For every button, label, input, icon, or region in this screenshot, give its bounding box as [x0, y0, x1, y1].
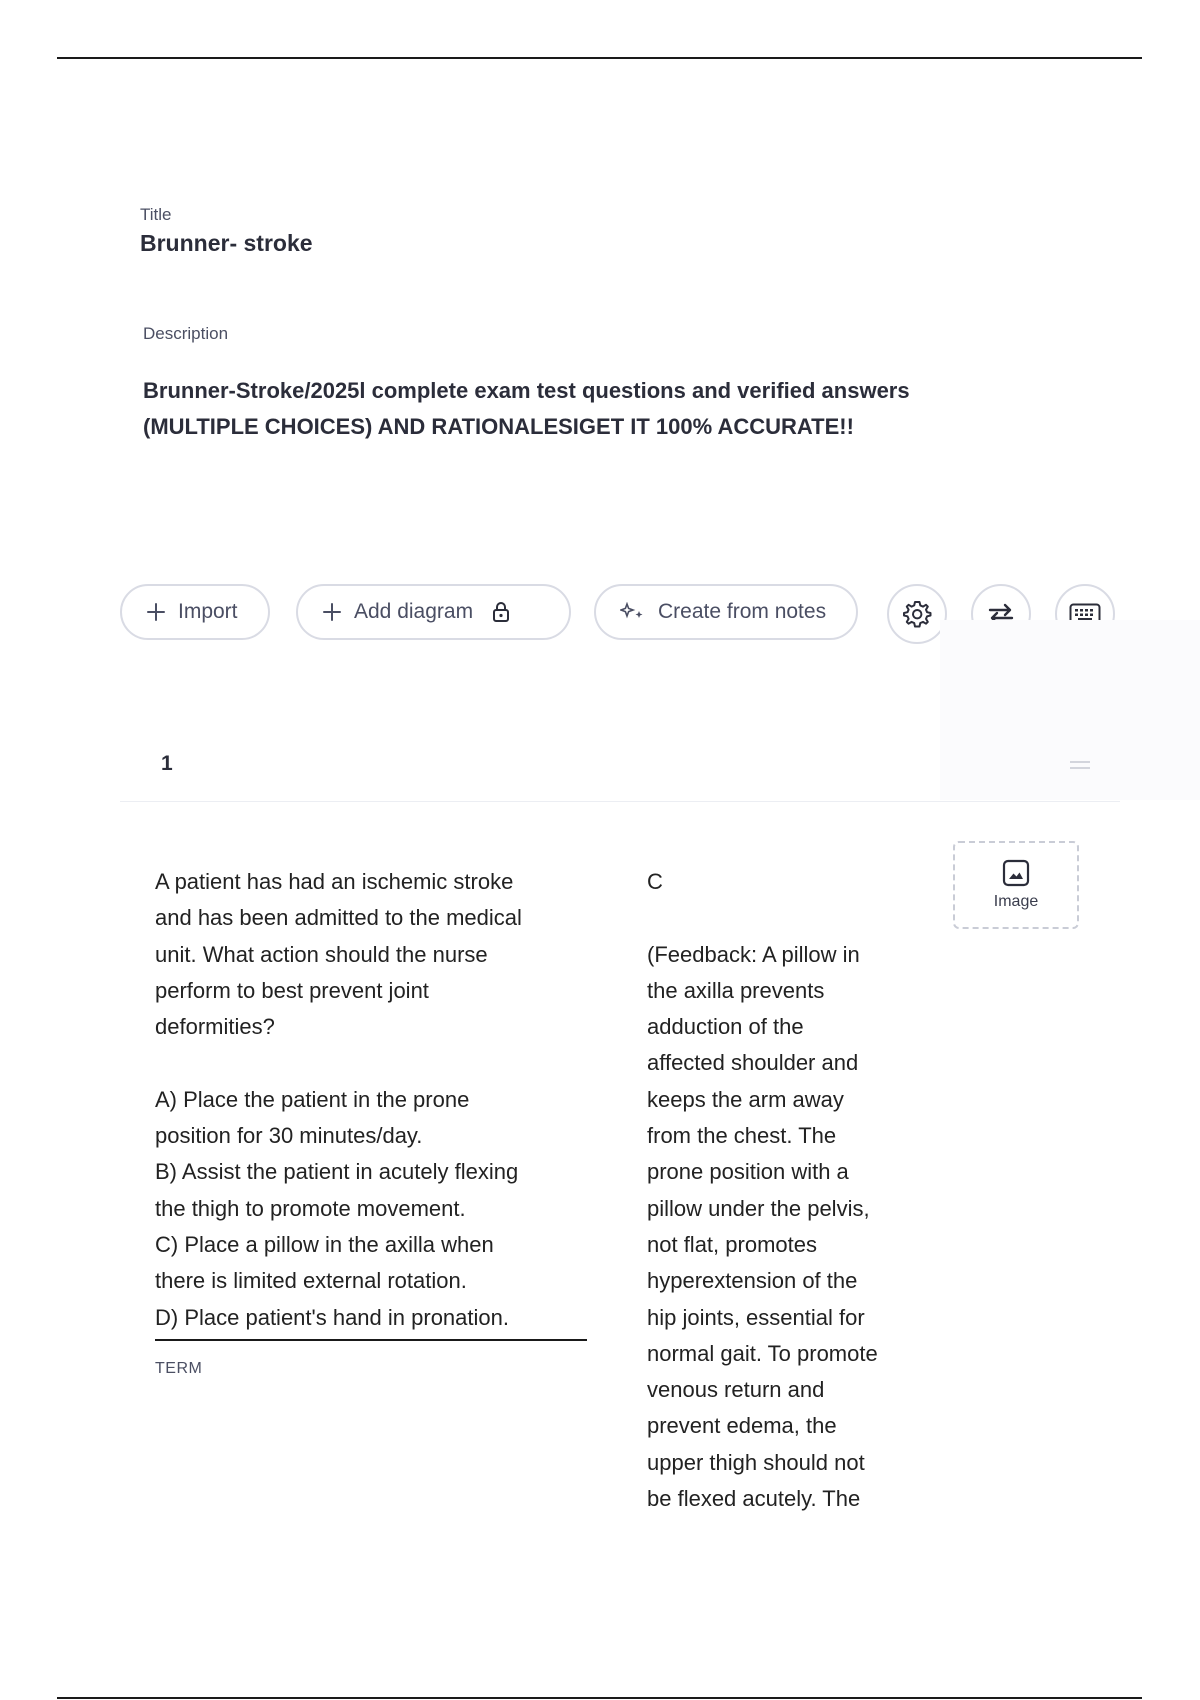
drag-handle[interactable] [1069, 759, 1091, 771]
term-label: TERM [155, 1360, 203, 1377]
definition-input[interactable]: C (Feedback: A pillow in the axilla prevents adduction of the affected shoulder and keeps the arm away from the chest. The prone position with a pillow under the pelvis, not flat, promotes hyperextension of the hip joints, essential for normal gait. To promote venous return and prevent edema, the upper thigh should not be flexed acutely. The [647, 869, 878, 1512]
description-input[interactable]: Brunner-Stroke/2025l complete exam test questions and verified answers (MULTIPLE CHOICES) AND RATIONALESIGET IT 100% ACCURATE!! [143, 378, 910, 439]
create-from-notes-button[interactable] [594, 584, 858, 640]
top-divider [57, 57, 1142, 59]
gear-icon [902, 599, 932, 629]
term-input[interactable]: A patient has had an ischemic stroke and has been admitted to the medical unit. What action should the nurse perform to best prevent joint deformities? A) Place the patient in the prone position for 30 minutes/day. B) Assist the patient in acutely flexing the thigh to promote movement. C) Place a pillow in the axilla when there is limited external rotation. D) Place patient's hand in pronation. [155, 869, 522, 1330]
term-underline [155, 1339, 587, 1341]
add-diagram-label: Add diagram [354, 600, 474, 623]
add-image-button[interactable] [953, 841, 1079, 929]
card-number: 1 [161, 752, 173, 775]
description-label: Description [143, 324, 229, 343]
card-side-panel [940, 620, 1200, 800]
plus-icon [322, 602, 342, 622]
import-button[interactable] [120, 584, 270, 640]
add-diagram-button[interactable] [296, 584, 571, 640]
title-input[interactable]: Brunner- stroke [140, 230, 313, 256]
card-header-divider [120, 801, 1120, 802]
create-from-notes-label: Create from notes [658, 600, 827, 623]
title-label: Title [140, 205, 172, 224]
drag-handle-icon [1069, 759, 1091, 771]
bottom-divider [57, 1697, 1142, 1699]
image-label: Image [993, 893, 1039, 910]
image-icon [1002, 859, 1030, 887]
plus-icon [146, 602, 166, 622]
lock-icon [491, 601, 511, 623]
settings-button[interactable] [887, 584, 947, 644]
sparkle-icon [620, 602, 646, 622]
import-label: Import [178, 600, 238, 623]
